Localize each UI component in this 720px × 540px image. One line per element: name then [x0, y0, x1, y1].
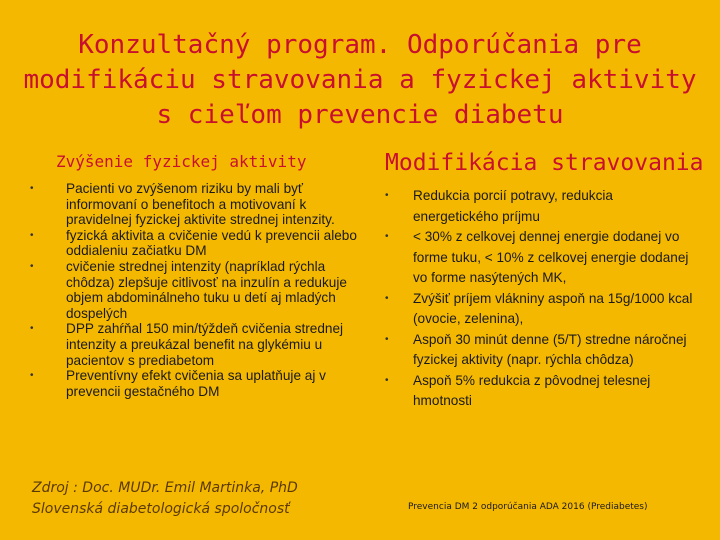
bullet-icon: •: [385, 231, 389, 242]
list-item: • Redukcia porcií potravy, redukcia energetického príjmu: [385, 188, 613, 224]
right-bullet-list: [385, 186, 695, 412]
list-item: • Preventívny efekt cvičenia sa uplatňuje aj v prevencii gestačného DM: [30, 368, 326, 399]
list-item: • < 30% z celkovej dennej energie dodanej vo forme tuku, < 10% z celkovej energie dodanej vo forme nasýtených MK,: [385, 229, 689, 285]
reference-note: Prevencia DM 2 odporúčania ADA 2016 (Prediabetes): [408, 502, 648, 512]
bullet-icon: •: [30, 323, 34, 335]
slide-title: [20, 28, 700, 133]
list-item: • Aspoň 30 minút denne (5/T) stredne náročnej fyzickej aktivity (napr. rýchla chôdza): [385, 331, 687, 367]
left-bullet-list: [30, 181, 365, 399]
source-line-2: Slovenská diabetologická spoločnosť: [32, 501, 290, 517]
list-item: • DPP zahŕňal 150 min/týždeň cvičenia strednej intenzity a preukázal benefit na glykémiu u pacientov s prediabetom: [30, 321, 344, 368]
title-line-2: modifikáciu stravovania a fyzickej aktivity: [23, 65, 697, 95]
source-note: [32, 478, 298, 520]
bullet-icon: •: [30, 183, 34, 194]
right-column-heading: Modifikácia stravovania: [385, 150, 704, 176]
list-item: • Pacienti vo zvýšenom riziku by mali byť informovaní o benefitoch a motivovaní k pravidelnej fyzickej aktivite strednej intenzity.: [30, 181, 335, 228]
source-line-1: Zdroj : Doc. MUDr. Emil Martinka, PhD: [32, 480, 298, 496]
bullet-icon: •: [30, 370, 34, 382]
bullet-icon: •: [30, 229, 34, 241]
left-column-heading: Zvýšenie fyzickej aktivity: [56, 152, 307, 171]
title-line-3: s cieľom prevencie diabetu: [156, 100, 564, 130]
bullet-icon: •: [30, 260, 34, 272]
list-item: • fyzická aktivita a cvičenie vedú k prevencii alebo oddialeniu začiatku DM: [30, 227, 357, 259]
title-line-1: Konzultačný program. Odporúčania pre: [78, 30, 642, 60]
list-item: • Aspoň 5% redukcia z pôvodnej telesnej hmotnosti: [385, 372, 651, 408]
bullet-icon: •: [385, 190, 389, 201]
list-item: • cvičenie strednej intenzity (napríklad rýchla chôdza) zlepšuje citlivosť na inzulín a redukuje objem abdominálneho tuku u detí aj mladých dospelých: [30, 258, 347, 321]
bullet-icon: •: [385, 333, 389, 345]
bullet-icon: •: [385, 292, 389, 304]
list-item: • Zvýšiť príjem vlákniny aspoň na 15g/1000 kcal (ovocie, zelenina),: [385, 290, 693, 326]
bullet-icon: •: [385, 374, 389, 386]
